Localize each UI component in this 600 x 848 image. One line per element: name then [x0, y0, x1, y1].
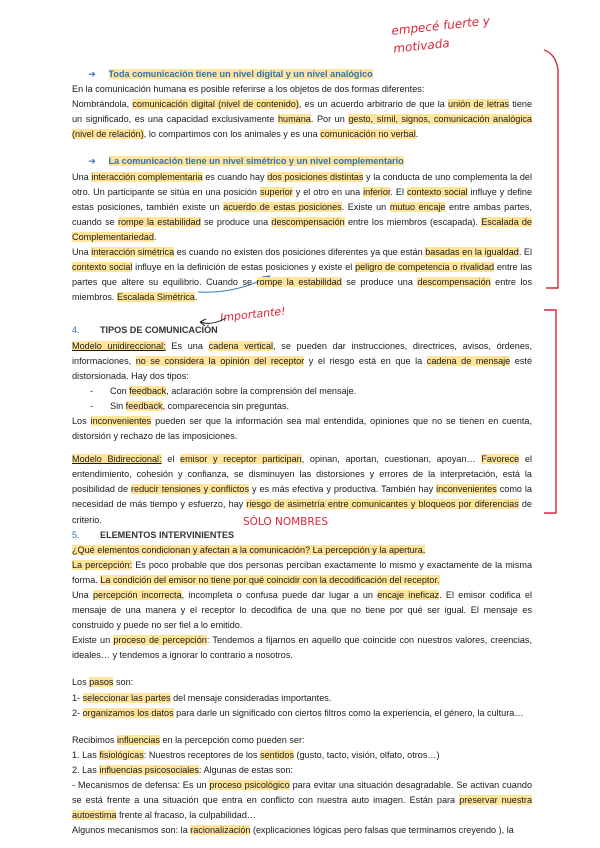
paragraph: Modelo unidireccional: Es una cadena vertical, se pueden dar instrucciones, directrices, avisos, órdenes, informaciones, no se considera la opinión del receptor y el riesgo está en que la cadena de mensaje esté distorsionada. Hay dos tipos: — [72, 340, 532, 381]
paragraph: En la comunicación humana es posible referirse a los objetos de dos formas diferentes: — [72, 84, 425, 95]
paragraph: Existe un proceso de percepción: Tendemos a fijarnos en aquello que coincide con nuestros valores, creencias, ideales… y tendemos a ignorar lo contrario a nosotros. — [72, 635, 533, 661]
paragraph: Los inconvenientes pueden ser que la información sea mal entendida, opiniones que no se tienen en cuenta, distorsión y rechazo de las imposiciones. — [72, 415, 532, 442]
paragraph: ¿Qué elementos condicionan y afectan a la comunicación? La percepción y la apertura. — [72, 544, 426, 555]
paragraph: - Mecanismos de defensa: Es un proceso psicológico para evitar una situación desagradable. Se activan cuando se está frente a una situación que entra en conflicto con nuestra auto imagen. Están para preservar nuestra autoestima frente al fracaso, la culpabilidad… — [72, 780, 532, 821]
handwritten-note-important: Importante! — [219, 304, 287, 325]
arrow-icon: ➔ — [88, 69, 96, 79]
list-item: - Con feedback, aclaración sobre la comprensión del mensaje. — [90, 385, 357, 396]
list-item: 2- organizamos los datos para darle un significado con ciertos filtros como la experiencia, el género, la cultura… — [72, 707, 524, 718]
paragraph: Algunos mecanismos son: la racionalización (explicaciones lógicas pero falsas que terminamos creyendo ), la — [72, 825, 514, 836]
paragraph: Los pasos son: — [72, 677, 134, 688]
document-page — [72, 0, 532, 838]
annotation-bracket-section4 — [542, 308, 562, 518]
section-heading-tipos-comunicacion: 4. TIPOS DE COMUNICACIÓN — [72, 325, 218, 336]
paragraph: La percepción: Es poco probable que dos personas perciban exactamente lo mismo y exactamente de la misma forma. La condición del emisor no tiene por qué coincidir con la decodificación del receptor. — [72, 559, 532, 585]
list-item: 2. Las influencias psicosociales: Algunas de estas son: — [72, 764, 293, 775]
handwritten-note-motivation: empecé fuerte y motivada — [390, 13, 491, 56]
section-heading-simetrico-complementario: ➔ La comunicación tiene un nivel simétrico y un nivel complementario — [72, 154, 532, 169]
section-heading-digital-analogico: ➔ Toda comunicación tiene un nivel digital y un nivel analógico — [72, 67, 532, 82]
paragraph: Modelo Bidireccional: el emisor y receptor participan, opinan, aportan, cuestionan, apoyan… Favorece el entendimiento, cohesión y confianza, se disminuyen las distorsiones y errores de la interpretación, está la posibilidad de reducir tensiones y conflictos y es más efectiva y productiva. También hay inconvenientes como la necesidad de más tiempo y esfuerzo, hay riesgo de asimetría entre comunicantes y bloqueos por diferencias de criterio. — [72, 454, 532, 525]
handwritten-note-solo-nombres: SÓLO NOMBRES — [243, 516, 328, 528]
paragraph: Recibimos influencias en la percepción como pueden ser: — [72, 734, 305, 745]
paragraph: Una interacción complementaria es cuando hay dos posiciones distintas y la conducta de uno complementa la del otro. Un participante se sitúa en una posición superior y el otro en una inferior. El contexto social influye y define estas posiciones, también existe un acuerdo de estas posiciones. Existe un mutuo encaje entre ambas partes, cuando se rompe la estabilidad se produce una descompensación entre los miembros (escapada). Escalada de Complementariedad. — [72, 171, 533, 242]
paragraph: Nombrándola, comunicación digital (nivel de contenido), es un acuerdo arbitrario de que la unión de letras tiene un significado, es una capacidad exclusivamente humana. Por un gesto, símil, signos, comunicación analógica (nivel de relación), lo compartimos con los animales y es una comunicación no verbal. — [72, 99, 533, 140]
section-heading-elementos-intervinientes: 5. ELEMENTOS INTERVINIENTES — [72, 529, 235, 540]
arrow-icon: ➔ — [88, 156, 96, 167]
list-item: - Sin feedback, comparecencia sin preguntas. — [90, 400, 289, 411]
list-item: 1. Las fisiológicas: Nuestros receptores de los sentidos (gusto, tacto, visión, olfato, otros…) — [72, 749, 440, 760]
paragraph: Una percepción incorrecta, incompleta o confusa puede dar lugar a un encaje ineficaz. El emisor codifica el mensaje de una manera y el receptor lo decodifica de una que no tiene por qué ser igual. El mensaje es construido y puede no ser fiel a lo emitido. — [72, 590, 532, 631]
annotation-bracket-top — [540, 40, 570, 300]
paragraph: Una interacción simétrica es cuando no existen dos posiciones diferentes ya que están basadas en la igualdad. El contexto social influye en la definición de estas posiciones y existe el peligro de competencia o rivalidad entre las partes que altere su equilibrio. Cuando se rompe la estabilidad se produce una descompensación entre los miembros. Escalada Simétrica. — [72, 247, 533, 303]
list-item: 1- seleccionar las partes del mensaje consideradas importantes. — [72, 692, 332, 703]
